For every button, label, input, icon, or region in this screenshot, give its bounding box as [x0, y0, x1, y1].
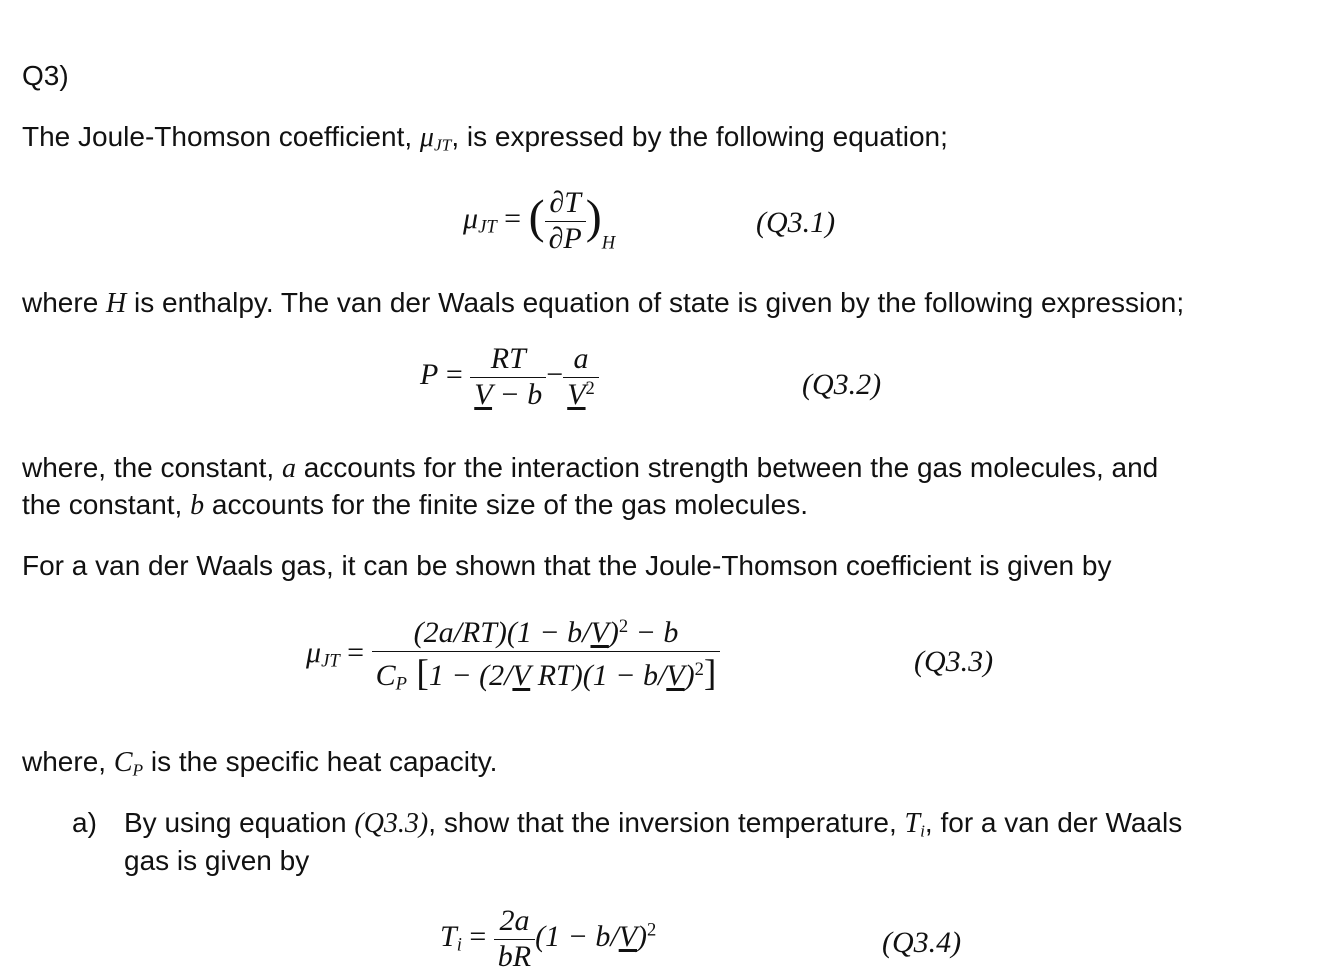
paragraph-vdw-jt: For a van der Waals gas, it can be shown that the Joule-Thomson coefficient is given by [22, 550, 1112, 581]
intro-text-before: The Joule-Thomson coefficient, [22, 121, 420, 152]
inversion-temperature-symbol: $T_i$ [904, 808, 925, 841]
constant-b: b [190, 490, 205, 521]
constant-a: a [281, 453, 296, 484]
eq2-label: (Q3.2) [802, 368, 882, 401]
intro-paragraph [22, 119, 948, 156]
part-a-line-2: gas is given by [124, 845, 310, 876]
eq1-lhs: $\mu_{JT}$ [463, 201, 497, 238]
eq4-label: (Q3.4) [882, 926, 962, 959]
eq2-lhs: P [420, 357, 439, 391]
eq2-fraction-2: $\frac{a}{V^2}$ [563, 342, 599, 412]
eq1-label: (Q3.1) [756, 206, 836, 239]
eq3-numerator: $(2a/RT)(1 - b/V)^2 - b$ [413, 615, 679, 649]
question-label: Q3) [22, 60, 69, 91]
eq4-lhs: $T_i$ [440, 919, 462, 956]
part-a-marker: a) [72, 807, 97, 838]
paragraph-constants-line-2: the constant, b accounts for the finite size of the gas molecules. [22, 489, 808, 521]
mu-symbol: $\mu_{JT}$ [419, 122, 452, 155]
eq2-fraction-1: $\frac{RT}{V - b}$ [470, 342, 546, 412]
equation-q3-4: $T_i$ = $\frac{2a}{bR}$ $(1 - b/V)^2$ [440, 904, 657, 973]
eq3-lhs: $\mu_{JT}$ [306, 636, 340, 672]
paragraph-constants-line-1: where, the constant, a accounts for the interaction strength between the gas molecules, and [22, 452, 1159, 484]
part-a-line-1: By using equation (Q3.3), show that the inversion temperature, $T_i$, for a van der Waals [124, 807, 1183, 841]
heat-capacity-symbol: $C_P$ [113, 747, 144, 780]
enthalpy-symbol: H [106, 288, 127, 319]
equation-q3-3: $\mu_{JT}$ = $\frac{(2a/RT)(1 - b/V)^2 - b}{C_P [1 - (2/V RT)(1 - b/V)^2]}$ [306, 616, 720, 695]
eq3-denominator: $C_P$ [1 − (2/V $RT)(1 - b/V)^2$] [372, 651, 721, 695]
eq3-fraction [372, 616, 721, 695]
eq1-derivative: $\frac{\partial T}{\partial P}$ [545, 186, 586, 256]
eq1-left-paren: ( [528, 190, 545, 244]
eq1-right-paren: ) [585, 190, 602, 244]
eq1-constraint: H [601, 232, 616, 254]
paragraph-enthalpy: where H is enthalpy. The van der Waals equation of state is given by the following expression; [22, 287, 1185, 319]
equation-reference: (Q3.3) [354, 808, 429, 839]
equation-q3-2: P = $\frac{RT}{V - b}$ − $\frac{a}{V^2}$ [420, 342, 599, 412]
paragraph-heat-capacity: where, $C_P$ is the specific heat capacity. [22, 746, 498, 780]
equation-q3-1: $\mu_{JT}$ = ( $\frac{\partial T}{\partial P}$ )$_H$ [463, 186, 616, 255]
eq3-label: (Q3.3) [914, 645, 994, 678]
eq4-fraction: $\frac{2a}{bR}$ [494, 904, 535, 974]
intro-text-after: , is expressed by the following equation; [451, 121, 948, 152]
